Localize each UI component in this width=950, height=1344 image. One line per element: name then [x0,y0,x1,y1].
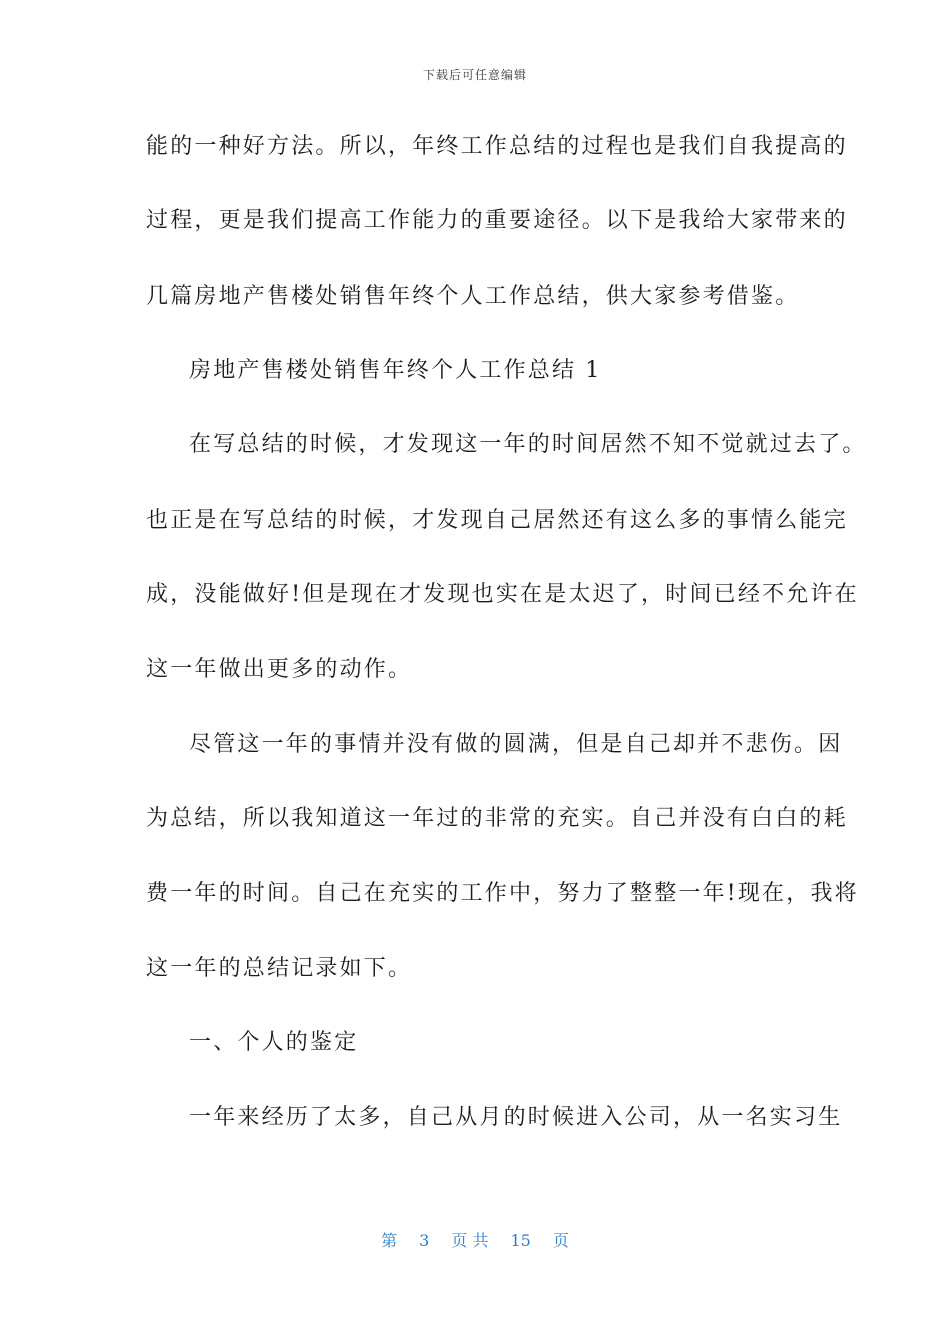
text-line: 几篇房地产售楼处销售年终个人工作总结，供大家参考借鉴。 [146,284,800,309]
current-page-number: 3 [419,1231,430,1250]
subsection-heading: 一、个人的鉴定 [189,1030,359,1055]
text-line: 尽管这一年的事情并没有做的圆满，但是自己却并不悲伤。因 [189,732,843,757]
footer-middle: 页 共 [451,1231,489,1250]
page-footer [0,1228,950,1251]
text-line: 一年来经历了太多，自己从月的时候进入公司，从一名实习生 [189,1105,843,1130]
text-line: 在写总结的时候，才发现这一年的时间居然不知不觉就过去了。 [189,432,867,457]
text-line: 费一年的时间。自己在充实的工作中，努力了整整一年!现在，我将 [146,881,859,906]
page-header-note: 下载后可任意编辑 [422,68,527,82]
footer-suffix: 页 [552,1231,569,1250]
total-pages-number: 15 [510,1231,531,1250]
section-heading: 房地产售楼处销售年终个人工作总结 1 [189,358,602,383]
text-line: 这一年做出更多的动作。 [146,657,413,682]
text-line: 也正是在写总结的时候，才发现自己居然还有这么多的事情么能完 [146,508,848,533]
text-line: 过程，更是我们提高工作能力的重要途径。以下是我给大家带来的 [146,208,848,233]
text-line: 为总结，所以我知道这一年过的非常的充实。自己并没有白白的耗 [146,806,848,831]
text-line: 这一年的总结记录如下。 [146,956,413,981]
text-line: 成，没能做好!但是现在才发现也实在是太迟了，时间已经不允许在 [146,582,859,607]
text-line: 能的一种好方法。所以，年终工作总结的过程也是我们自我提高的 [146,134,848,159]
footer-prefix: 第 [381,1231,398,1250]
